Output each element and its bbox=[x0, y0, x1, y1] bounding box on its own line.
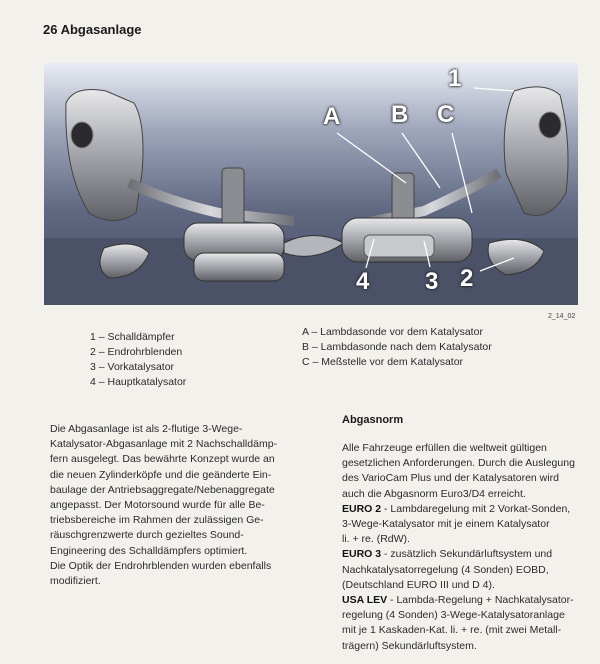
callout-a: A bbox=[323, 103, 341, 130]
callout-4: 4 bbox=[356, 268, 370, 295]
abgasnorm-text bbox=[342, 441, 592, 654]
section-heading-abgasnorm: Abgasnorm bbox=[342, 414, 404, 426]
text-span: - zusätzlich Sekundärluftsystem und bbox=[381, 548, 553, 561]
exhaust-system-photo bbox=[44, 63, 578, 305]
text-line: Die Abgasanlage ist als 2-flutige 3-Wege- bbox=[50, 423, 243, 435]
legend-components bbox=[90, 330, 186, 390]
page-title: 26 Abgasanlage bbox=[43, 22, 142, 37]
text-line: die neuen Zylinderköpfe und die geänderte Ein- bbox=[50, 468, 272, 481]
euro2-line bbox=[342, 502, 592, 517]
legend-item: 3 – Vorkatalysator bbox=[90, 361, 175, 373]
legend-item: B – Lambdasonde nach dem Katalysator bbox=[302, 341, 492, 353]
text-line: mit je 1 Kaskaden-Kat. li. + re. (mit zwei Metall- bbox=[342, 624, 562, 637]
text-line: regelung (4 Sonden) 3-Wege-Katalysatoranlage bbox=[342, 609, 565, 622]
text-line: auch die Abgasnorm Euro3/D4 erreicht. bbox=[342, 487, 526, 500]
text-span: - Lambdaregelung mit 2 Vorkat-Sonden, bbox=[381, 502, 571, 515]
legend-item: 1 – Schalldämpfer bbox=[90, 331, 175, 343]
callout-1: 1 bbox=[448, 65, 462, 92]
legend-item: 4 – Hauptkatalysator bbox=[90, 376, 187, 388]
text-line: Alle Fahrzeuge erfüllen die weltweit gültigen bbox=[342, 442, 547, 454]
legend-item: A – Lambdasonde vor dem Katalysator bbox=[302, 326, 483, 338]
text-line: Die Optik der Endrohrblenden wurden ebenfalls bbox=[50, 559, 272, 572]
legend-item: C – Meßstelle vor dem Katalysator bbox=[302, 356, 464, 368]
text-line: gesetzlichen Anforderungen. Durch die Auslegung bbox=[342, 457, 575, 470]
text-line: räuschgrenzwerte durch gezieltes Sound- bbox=[50, 529, 244, 542]
callout-b: B bbox=[391, 101, 409, 128]
text-line: baulage der Antriebsaggregate/Nebenaggregate bbox=[50, 483, 275, 496]
text-line: Nachkatalysatorregelung (4 Sonden) EOBD, bbox=[342, 563, 549, 576]
figure-code: 2_14_02 bbox=[548, 313, 576, 320]
text-line: trägern) Sekundärluftsystem. bbox=[342, 639, 477, 652]
euro3-label: EURO 3 bbox=[342, 548, 382, 561]
text-span: - Lambda-Regelung + Nachkatalysator- bbox=[387, 594, 574, 607]
callout-2: 2 bbox=[460, 265, 474, 292]
text-line: des VarioCam Plus und der Katalysatoren wird bbox=[342, 472, 559, 485]
usalev-line bbox=[342, 593, 592, 608]
euro3-line bbox=[342, 547, 592, 562]
callout-3: 3 bbox=[425, 268, 439, 295]
exhaust-system-illustration bbox=[44, 63, 578, 305]
euro2-label: EURO 2 bbox=[342, 502, 382, 515]
text-line: 3-Wege-Katalysator mit je einem Katalysator bbox=[342, 518, 550, 531]
description-paragraph bbox=[50, 422, 312, 589]
text-line: triebsbereiche im Rahmen der zulässigen Ge- bbox=[50, 514, 264, 527]
text-line: (Deutschland EURO III und D 4). bbox=[342, 578, 495, 591]
text-line: modifiziert. bbox=[50, 575, 101, 588]
callout-c: C bbox=[437, 101, 455, 128]
text-line: fern ausgelegt. Das bewährte Konzept wurde an bbox=[50, 453, 275, 466]
text-line: li. + re. (RdW). bbox=[342, 533, 410, 546]
text-line: angepasst. Der Motorsound wurde für alle Be- bbox=[50, 499, 265, 512]
legend-sensors bbox=[302, 325, 492, 370]
legend-item: 2 – Endrohrblenden bbox=[90, 346, 183, 358]
text-line: Katalysator-Abgasanlage mit 2 Nachschalldämp- bbox=[50, 438, 278, 451]
text-line: Engineering des Schalldämpfers optimiert. bbox=[50, 544, 248, 557]
usalev-label: USA LEV bbox=[342, 594, 388, 607]
